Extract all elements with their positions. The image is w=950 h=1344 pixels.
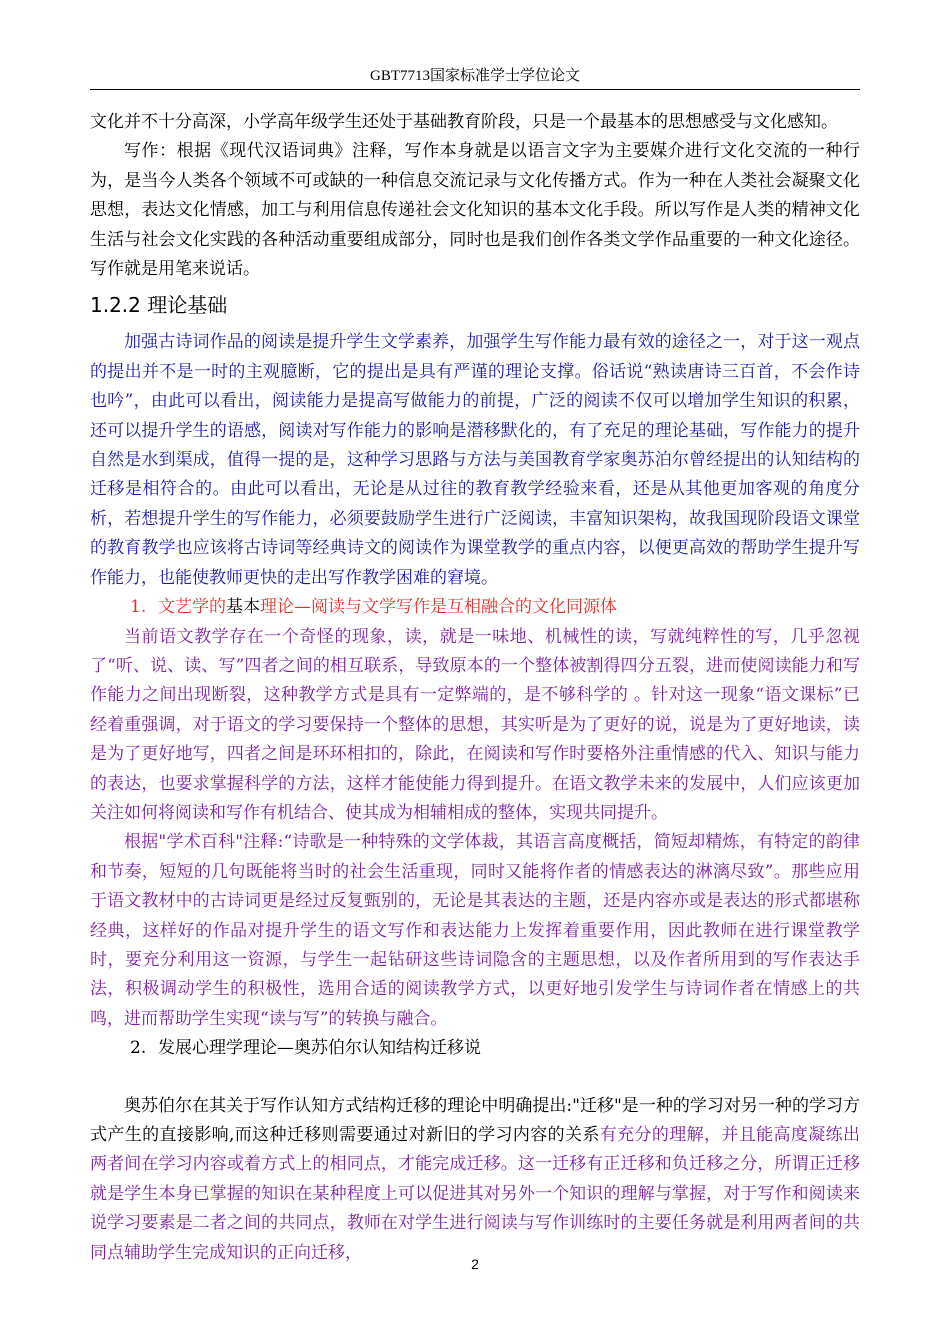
list-item-1-part-a: 文艺学的 [158,597,226,618]
list-item-1-part-b: 基本 [226,597,260,618]
list-number-1: 1. [130,597,147,618]
paragraph-encyclopedia: 根据"学术百科"注释:“诗歌是一种特殊的文学体裁，其语言高度概括，简短却精炼，有特定的韵律和节奏，短短的几句既能将当时的社会生活重现，同时又能将作者的情感表达的淋漓尽致”。那些应用于语文教材中的古诗词更是经过反复甄别的，无论是其表达的主题，还是内容亦或是表达的形式都堪称经典，这样好的作品对提升学生的语文写作和表达能力上发挥着重要作用，因此教师在进行课堂教学时，要充分利用这一资源，与学生一起钻研这些诗词隐含的主题思想，以及作者所用到的写作表达手法，积极调动学生的积极性，选用合适的阅读教学方式，以更好地引发学生与诗词作者在情感上的共鸣，进而帮助学生实现“读与写”的转换与融合。 [90,832,860,1029]
paragraph-ausubel-purple: 有充分的理解，并且能高度凝练出两者间在学习内容或着方式上的相同点，才能完成迁移。这一迁移有正迁移和负迁移之分，所谓正迁移就是学生本身已掌握的知识在某种程度上可以促进其对另外一个知识的理解与掌握，对于写作和阅读来说学习要素是二者之间的共同点，教师在对学生进行阅读与写作训练时的主要任务就是利用两者间的共同点辅助学生完成知识的正向迁移， [90,1125,860,1263]
paragraph-1: 文化并不十分高深，小学高年级学生还处于基础教育阶段，只是一个最基本的思想感受与文化感知。 [90,112,838,132]
paragraph-ausubel [90,1092,860,1268]
list-item-1-part-c: 理论—阅读与文学写作是互相融合的文化同源体 [260,597,617,618]
page-number: 2 [471,1256,479,1272]
list-item-2-text: 发展心理学理论—奥苏伯尔认知结构迁移说 [158,1038,481,1059]
list-item-1 [90,593,860,622]
paragraph-writing-definition: 写作：根据《现代汉语词典》注释，写作本身就是以语言文字为主要媒介进行文化交流的一种行为，是当今人类各个领域不可或缺的一种信息交流记录与文化传播方式。作为一种在人类社会凝聚文化思想，表达文化情感，加工与利用信息传递社会文化知识的基本文化手段。所以写作是人类的精神文化生活与社会文化实践的各种活动重要组成部分，同时也是我们创作各类文学作品重要的一种文化途径。写作就是用笔来说话。 [90,141,860,280]
list-number-2: 2. [130,1038,147,1059]
blank-gap [90,1064,860,1092]
paragraph-current-teaching: 当前语文教学存在一个奇怪的现象，读，就是一味地、机械性的读，写就纯粹性的写，几乎忽视了“听、说、读、写”四者之间的相互联系，导致原本的一个整体被割得四分五裂，进而使阅读能力和写作能力之间出现断裂，这种教学方式是具有一定弊端的，是不够科学的 。针对这一现象“语文课标”已经着重强调，对于语文的学习要保持一个整体的思想，其实听是为了更好的说，说是为了更好地读，读是为了更好地写，四者之间是环环相扣的，除此，在阅读和写作时要格外注重情感的代入、知识与能力的表达，也要求掌握科学的方法，这样才能使能力得到提升。在语文教学未来的发展中，人们应该更加关注如何将阅读和写作有机结合、使其成为相辅相成的整体，实现共同提升。 [90,626,860,823]
list-item-2 [90,1034,860,1063]
paragraph-theory-basis: 加强古诗词作品的阅读是提升学生文学素养，加强学生写作能力最有效的途径之一，对于这一观点的提出并不是一时的主观臆断，它的提出是具有严谨的理论支撑。俗话说“熟读唐诗三百首，不会作诗也吟”，由此可以看出，阅读能力是提高写做能力的前提，广泛的阅读不仅可以增加学生知识的积累，还可以提升学生的语感，阅读对写作能力的影响是潜移默化的，有了充足的理论基础，写作能力的提升自然是水到渠成，值得一提的是，这种学习思路与方法与美国教育学家奥苏泊尔曾经提出的认知结构的迁移是相符合的。由此可以看出，无论是从过往的教育教学经验来看，还是从其他更加客观的角度分析，若想提升学生的写作能力，必须要鼓励学生进行广泛阅读，丰富知识架构，故我国现阶段语文课堂的教育教学也应该将古诗词等经典诗文的阅读作为课堂教学的重点内容，以便更高效的帮助学生提升写作能力，也能使教师更快的走出写作教学困难的窘境。 [90,332,860,588]
paragraph-ausubel-black: 奥苏伯尔在其关于写作认知方式结构迁移的理论中明确提出:"迁移"是一种的学习对另一种的学习方式产生的直接影响,而这种迁移则需要通过对新旧的学习内容的关系 [90,1095,860,1145]
section-heading: 1.2.2 理论基础 [90,293,228,318]
page-header: GBT7713国家标准学士学位论文 [90,64,860,90]
